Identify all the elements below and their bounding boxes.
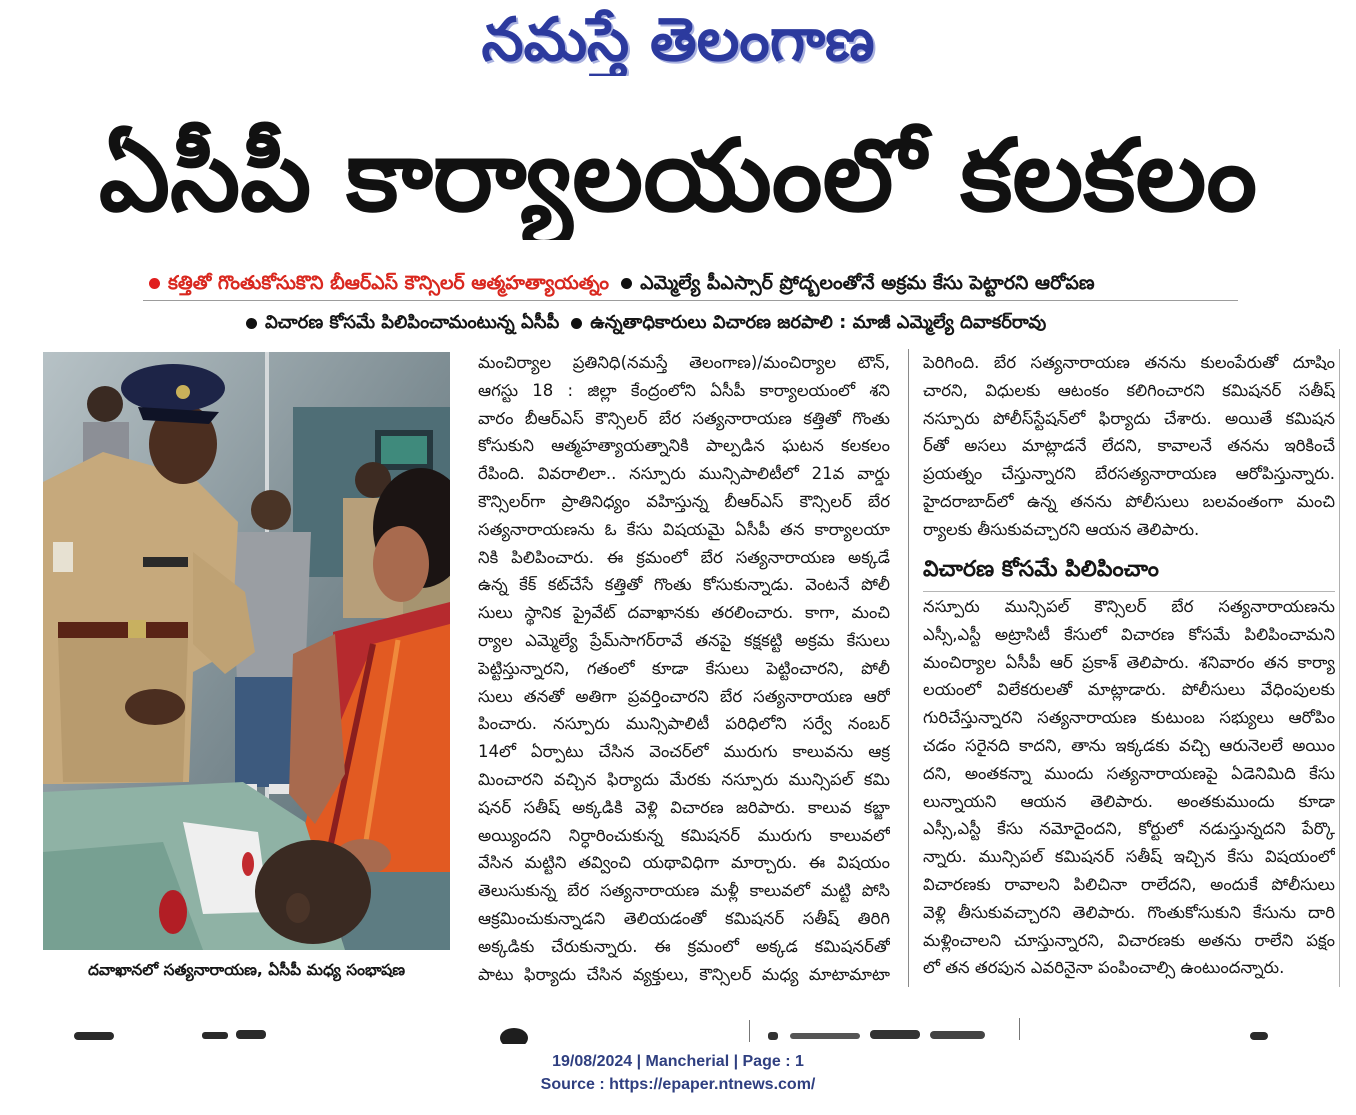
article-line: నస్పూరు పోలీస్‌స్టేషన్‌లో ఫిర్యాదు చేశారు. అయితే కమిషన xyxy=(923,408,1335,428)
article-line: న్నారు. మున్సిపల్ కమిషనర్ సతీష్ ఇచ్చిన కేసు విషయంలో xyxy=(923,847,1335,867)
article-line: దని, అంతకన్నా ముందు సత్యనారాయణపై ఏడెనిమిది కేసు xyxy=(923,763,1335,783)
article-line: కోసుకుని ఆత్మహత్యాయత్నానికి పాల్పడిన ఘటన కలకలం xyxy=(478,436,890,456)
highlight-item: ఎమ్మెల్యే పీఎస్సార్ ప్రోద్బలంతోనే అక్రమ కేసు పెట్టారని ఆరోపణ xyxy=(640,272,1095,294)
article-column-1 xyxy=(478,349,890,988)
article-line: వెళ్లి తీసుకువచ్చారని తెలిపారు. గొంతుకోసుకుని కేసును దారి xyxy=(923,902,1335,922)
highlight-item: విచారణ కోసమే పిలిపించామంటున్న ఏసీపీ xyxy=(265,312,560,333)
article-line: మంచిర్యాల ఏసీపీ ఆర్ ప్రకాశ్ తెలిపారు. శనివారం తన కార్యా xyxy=(923,652,1335,672)
source-url: Source : https://epaper.ntnews.com/ xyxy=(540,1076,816,1093)
article-line: పాటు ఫిర్యాదు చేసిన వ్యక్తులు, కౌన్సిలర్ మధ్య మాటామాటా xyxy=(478,964,890,984)
photo-caption: దవాఖానలో సత్యనారాయణ, ఏసీపీ మధ్య సంభాషణ xyxy=(87,961,405,979)
next-article-fragment xyxy=(0,1018,1356,1044)
article-line: మంచిర్యాల ప్రతినిధి(నమస్తే తెలంగాణ)/మంచిర్యాల టౌన్, xyxy=(478,353,890,372)
article-line: నస్పూరు మున్సిపల్ కౌన్సిలర్ బేర సత్యనారాయణను xyxy=(923,597,1335,616)
bullet-icon xyxy=(571,318,582,329)
article-line: ప్రయత్నం చేస్తున్నారని బేరసత్యనారాయణ ఆరోపిస్తున్నారు. xyxy=(923,464,1335,484)
article-line: రేపింది. వివరాలిలా.. నస్పూరు మున్సిపాలిటీలో 21వ వార్డు xyxy=(478,464,890,484)
article-line: షనర్ సతీష్ అక్కడికి వెళ్లి విచారణ జరిపారు. కాలువ కబ్జా xyxy=(478,797,890,817)
article-line: తెలుసుకున్న బేర సత్యనారాయణ మళ్లీ కాలువలో మట్టి పోసి xyxy=(478,881,890,901)
article-line: లో తన తరపున ఎవరినైనా పంపించాల్సి ఉంటుందన్నారు. xyxy=(923,958,1285,978)
highlights-row-1 xyxy=(143,268,1238,298)
edition-info: 19/08/2024 | Mancherial | Page : 1 xyxy=(552,1053,804,1070)
article-line: ఉన్న కేక్ కట్‌చేసే కత్తితో గొంతు కోసుకున్నాడు. వెంటనే పోలీ xyxy=(478,575,890,595)
article-column-2-intro xyxy=(923,349,1335,544)
article-line: వారం బీఆర్ఎస్ కౌన్సిలర్ బేర సత్యనారాయణ కత్తితో గొంతు xyxy=(478,408,890,428)
subheading-divider xyxy=(923,591,1335,592)
article-line: ఆక్రమించుకున్నాడని తెలియడంతో కమిషనర్ సతీష్ తిరిగి xyxy=(478,908,890,928)
article-line: చడం సరైనది కాదని, తాను ఇక్కడకు వచ్చి ఆరునెలలే అయిం xyxy=(923,735,1335,755)
article-line: వేసిన మట్టిని తవ్వించి యథావిధిగా మార్చారు. ఈ విషయం xyxy=(478,853,890,873)
article-line: సత్యనారాయణను ఓ కేసు విషయమై ఏసీపీ తన కార్యాలయా xyxy=(478,519,890,539)
article-line: 14లో ఏర్పాటు చేసిన వెంచర్‌లో మురుగు కాలువను ఆక్ర xyxy=(478,742,890,762)
article-line: గురిచేస్తున్నారని సత్యనారాయణ కుటుంబ సభ్యులు ఆరోపిం xyxy=(923,708,1335,728)
highlights-divider xyxy=(143,300,1238,301)
article-line: ఎస్సీ,ఎస్టీ అట్రాసిటీ కేసులో విచారణ కోసమే పిలిపించామని xyxy=(923,624,1335,644)
article-column-2-body xyxy=(923,593,1335,982)
article-line: కౌన్సిలర్‌గా ప్రాతినిధ్యం వహిస్తున్న బీఆర్ఎస్ కౌన్సిలర్ బేర xyxy=(478,491,890,511)
article-line: చారని, విధులకు ఆటంకం కలిగించారని కమిషనర్ సతీష్ xyxy=(923,380,1335,400)
article-line: అయ్యిందని నిర్ధారించుకున్న కమిషనర్ మురుగు కాలువలో xyxy=(478,825,890,845)
article-line: అక్కడికు చేరుకున్నారు. ఈ క్రమంలో అక్కడ కమిషనర్‌తో xyxy=(478,936,890,956)
article-line: పెరిగింది. బేర సత్యనారాయణ తనను కులంపేరుతో దూషిం xyxy=(923,353,1335,372)
bullet-icon xyxy=(621,278,632,289)
article-line: హైదరాబాద్‌లో ఉన్న తనను పోలీసులు బలవంతంగా మంచి xyxy=(923,491,1335,511)
masthead-logo: నమస్తే తెలంగాణ xyxy=(481,5,875,75)
article-line: సులు తనతో అతిగా ప్రవర్తించారని బేర సత్యనారాయణ ఆరో xyxy=(478,686,890,706)
article-line: ఆగస్టు 18 : జిల్లా కేంద్రంలోని ఏసీపీ కార్యాలయంలో శని xyxy=(478,380,890,400)
highlight-item: ఉన్నతాధికారులు విచారణ జరపాలి : మాజీ ఎమ్మెల్యే దివాకర్‌రావు xyxy=(590,312,1047,333)
article-line: నికి పిలిపించారు. ఈ క్రమంలో బేర సత్యనారాయణ అక్కడే xyxy=(478,547,890,567)
article-right-border xyxy=(1339,349,1340,987)
article-line: విచారణకు రావాలని పిలిచినా రాలేదని, అందుకే పోలీసులు xyxy=(923,874,1335,894)
article-line: పెట్టిస్తున్నారని, గతంలో కూడా కేసులు పెట్టించారని, పోలీ xyxy=(478,658,890,678)
column-divider xyxy=(908,349,909,987)
article-line: లయంలో విలేకరులతో మాట్లాడారు. పోలీసులు వేధింపులకు xyxy=(923,680,1335,700)
article-line: ర్‌తో అసలు మాట్లాడనే లేదని, కావాలనే తనను ఇరికించే xyxy=(923,436,1335,456)
highlight-item: కత్తితో గొంతుకోసుకొని బీఆర్ఎస్ కౌన్సిలర్ ఆత్మహత్యాయత్నం xyxy=(168,272,610,294)
article-line: లున్నాయని ఆయన తెలిపారు. అంతకుముందు కూడా xyxy=(923,791,1335,811)
article-subheading: విచారణ కోసమే పిలిపించాం xyxy=(923,557,1159,582)
headline: ఏసీపీ కార్యాలయంలో కలకలం xyxy=(98,117,1258,234)
highlights-row-2 xyxy=(240,309,1145,337)
article-line: ర్యాలకు తీసుకువచ్చారని ఆయన తెలిపారు. xyxy=(923,519,1200,539)
article-line: మళ్లించాలని చూస్తున్నారని, విచారణకు అతను రాలేని పక్షం xyxy=(923,930,1335,950)
article-line: ర్యాల ఎమ్మెల్యే ప్రేమ్‌సాగర్‌రావే తనపై కక్షకట్టి అక్రమ కేసులు xyxy=(478,630,890,650)
article-line: మించారని వచ్చిన ఫిర్యాదు మేరకు నస్పూరు మున్సిపల్ కమి xyxy=(478,769,890,789)
article-line: ఎస్సీ,ఎస్టీ కేసు నమోదైందని, కోర్టులో నడుస్తున్నదని పేర్కొ xyxy=(923,819,1335,839)
news-photo xyxy=(43,352,450,950)
bullet-icon xyxy=(246,318,257,329)
bullet-icon xyxy=(149,278,160,289)
article-line: సులు స్థానిక ప్రైవేట్ దవాఖానకు తరలించారు. కాగా, మంచి xyxy=(478,603,890,623)
article-line: పించారు. నస్పూరు మున్సిపాలిటీ పరిధిలోని సర్వే నంబర్ xyxy=(478,714,890,734)
